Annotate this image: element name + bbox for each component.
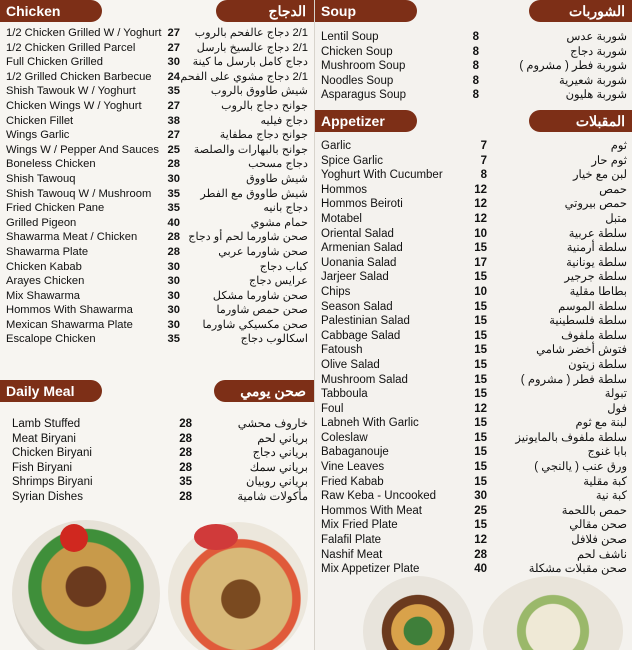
appetizer-item-name-en: Fried Kabab xyxy=(321,475,384,488)
chicken-item-name-en: Chicken Wings W / Yoghurt xyxy=(6,99,142,112)
daily-item-price: 28 xyxy=(179,461,192,474)
chicken-item-name-en: 1/2 Chicken Grilled W / Yoghurt xyxy=(6,27,162,39)
chicken-item-price: 27 xyxy=(167,27,180,39)
appetizer-item xyxy=(321,431,627,446)
chicken-title-ar: الدجاج xyxy=(268,3,306,19)
daily-item-price: 28 xyxy=(179,418,192,430)
appetizer-item-name-ar: لبن مع خيار xyxy=(572,169,627,182)
chicken-item-name-en: Boneless Chicken xyxy=(6,158,96,171)
daily-list xyxy=(12,417,308,505)
appetizer-item-price: 40 xyxy=(474,563,487,576)
chicken-item-price: 27 xyxy=(167,129,180,142)
appetizer-item-price: 30 xyxy=(474,490,487,503)
chicken-item-name-ar: عرايس دجاج xyxy=(249,275,308,288)
appetizer-item-name-ar: حمص باللحمة xyxy=(561,504,627,517)
soup-item-name-en: Chicken Soup xyxy=(321,45,393,58)
soup-item xyxy=(321,88,627,103)
appetizer-item-price: 15 xyxy=(474,388,487,401)
chicken-item-name-ar: حمام مشوي xyxy=(250,216,308,229)
appetizer-item-name-en: Mix Fried Plate xyxy=(321,519,398,532)
appetizer-item-name-en: Foul xyxy=(321,402,344,415)
appetizer-item-name-ar: ثوم xyxy=(610,140,627,152)
daily-item-name-ar: برياني سمك xyxy=(249,461,308,474)
menu-left-panel xyxy=(0,0,314,650)
appetizer-item-name-ar: ناشف لحم xyxy=(576,548,627,561)
appetizer-item-name-en: Garlic xyxy=(321,140,352,152)
appetizer-item-price: 15 xyxy=(474,315,487,328)
appetizer-item xyxy=(321,139,627,154)
daily-header-en xyxy=(0,380,102,402)
daily-title-ar: صحن يومي xyxy=(240,383,306,399)
daily-item-name-en: Syrian Dishes xyxy=(12,490,83,503)
lamb-dish-photo xyxy=(12,520,160,650)
appetizer-item xyxy=(321,197,627,212)
appetizer-item-name-ar: ثوم حار xyxy=(591,154,627,167)
appetizer-item-price: 7 xyxy=(480,154,487,167)
appetizer-item-price: 15 xyxy=(474,461,487,474)
appetizer-item-name-en: Season Salad xyxy=(321,300,393,313)
soup-item-name-en: Lentil Soup xyxy=(321,31,379,43)
appetizer-item-name-en: Falafil Plate xyxy=(321,534,382,547)
appetizer-item-price: 12 xyxy=(474,183,487,196)
appetizer-item-name-en: Cabbage Salad xyxy=(321,329,401,342)
appetizer-item-price: 15 xyxy=(474,329,487,342)
chicken-item-price: 38 xyxy=(167,114,180,127)
daily-item-name-en: Fish Biryani xyxy=(12,461,73,474)
appetizer-item-name-en: Tabboula xyxy=(321,388,368,401)
chicken-item-name-ar: صحن حمص شاورما xyxy=(216,304,308,317)
chicken-item xyxy=(6,303,308,318)
chicken-item-name-en: Wings W / Pepper And Sauces xyxy=(6,143,159,156)
chicken-item xyxy=(6,99,308,114)
chicken-item xyxy=(6,230,308,245)
chicken-item-price: 28 xyxy=(167,231,180,244)
chicken-item-price: 35 xyxy=(167,202,180,215)
chicken-item-name-en: Fried Chicken Pane xyxy=(6,202,105,215)
chicken-item-name-ar: 2/1 دجاج مشوي على الفحم xyxy=(180,70,308,83)
appetizer-item-name-ar: بابا غنوج xyxy=(587,446,627,459)
daily-item-price: 28 xyxy=(179,490,192,503)
chicken-item-name-ar: دجاج كامل بارسل ما كينة xyxy=(192,56,308,69)
chicken-item-price: 28 xyxy=(167,245,180,258)
appetizer-item-price: 12 xyxy=(474,534,487,547)
appetizer-item-price: 25 xyxy=(474,504,487,517)
appetizer-item-name-ar: صحن مقبلات مشكلة xyxy=(528,563,627,576)
appetizer-item-name-en: Coleslaw xyxy=(321,431,368,444)
appetizer-item-name-ar: سلطة زيتون xyxy=(568,358,627,371)
appetizer-item-name-ar: صحن مقالي xyxy=(569,519,627,532)
daily-item xyxy=(12,475,308,490)
soup-item-price: 8 xyxy=(472,89,479,102)
daily-item-name-ar: برياني دجاج xyxy=(252,447,308,460)
chicken-item-name-ar: جوانح بالبهارات والصلصة xyxy=(193,143,308,156)
appetizer-item-name-en: Mushroom Salad xyxy=(321,373,408,386)
chicken-item xyxy=(6,143,308,158)
daily-item xyxy=(12,432,308,447)
chicken-item-name-en: 1/2 Grilled Chicken Barbecue xyxy=(6,70,152,83)
chicken-item xyxy=(6,26,308,41)
chicken-item xyxy=(6,128,308,143)
menu-right-panel xyxy=(314,0,632,650)
daily-item-name-ar: مأكولات شامية xyxy=(237,490,308,503)
chicken-item-price: 30 xyxy=(167,56,180,69)
appetizer-item-name-ar: سلطة الموسم xyxy=(558,300,627,313)
appetizer-item-name-ar: تبولة xyxy=(604,388,627,401)
daily-item-name-ar: برياني روبيان xyxy=(246,476,308,489)
chicken-item-name-en: Grilled Pigeon xyxy=(6,216,77,229)
chicken-item-price: 27 xyxy=(167,41,180,54)
appetizer-title-ar: المقبلات xyxy=(575,113,625,129)
chicken-item xyxy=(6,201,308,216)
appetizer-item xyxy=(321,300,627,315)
appetizer-item-name-en: Labneh With Garlic xyxy=(321,417,419,430)
hommos-plate-photo xyxy=(483,576,623,650)
appetizer-item-name-en: Oriental Salad xyxy=(321,227,394,240)
appetizer-item-name-ar: سلطة ملفوف بالمايونيز xyxy=(515,431,627,444)
soup-item-name-en: Noodles Soup xyxy=(321,74,394,87)
appetizer-item-name-ar: سلطة جرجير xyxy=(564,271,627,284)
soup-list xyxy=(321,30,627,103)
appetizer-item-name-ar: سلطة فطر ( مشروم ) xyxy=(520,373,627,386)
appetizer-item-price: 10 xyxy=(474,227,487,240)
chicken-item-price: 30 xyxy=(167,172,180,185)
appetizer-item-name-en: Vine Leaves xyxy=(321,461,385,474)
chicken-item xyxy=(6,274,308,289)
chicken-item-name-ar: صحن شاورما مشكل xyxy=(212,289,308,302)
daily-item xyxy=(12,417,308,432)
appetizer-item-price: 28 xyxy=(474,548,487,561)
appetizer-item-name-en: Uonania Salad xyxy=(321,256,397,269)
chicken-item-name-ar: صحن مكسيكي شاورما xyxy=(202,318,308,331)
biryani-dish-photo xyxy=(168,522,308,650)
chicken-item xyxy=(6,187,308,202)
soup-item-price: 8 xyxy=(472,60,479,73)
chicken-item-name-ar: جوانح دجاج مطفاية xyxy=(219,129,308,142)
appetizer-item-name-en: Mix Appetizer Plate xyxy=(321,563,420,576)
appetizer-item xyxy=(321,183,627,198)
chicken-item-name-ar: 2/1 دجاج عالفحم بالروب xyxy=(194,27,308,39)
soup-item xyxy=(321,59,627,74)
chicken-item-name-en: Shawarma Meat / Chicken xyxy=(6,231,138,244)
chicken-item-price: 27 xyxy=(167,99,180,112)
appetizer-item xyxy=(321,168,627,183)
appetizer-item-price: 17 xyxy=(474,256,487,269)
soup-item-price: 8 xyxy=(472,74,479,87)
appetizer-item xyxy=(321,548,627,563)
appetizer-item-name-ar: لبنة مع ثوم xyxy=(575,417,627,430)
appetizer-item-price: 12 xyxy=(474,212,487,225)
daily-item-name-en: Shrimps Biryani xyxy=(12,476,93,489)
chicken-item-name-ar: دجاج بانيه xyxy=(263,202,308,215)
chicken-item-name-ar: جوانح دجاج بالروب xyxy=(221,99,308,112)
chicken-item-name-en: Escalope Chicken xyxy=(6,333,96,346)
appetizer-header-en xyxy=(315,110,417,132)
appetizer-item-price: 12 xyxy=(474,402,487,415)
chicken-item-name-en: Shish Tawouq W / Mushroom xyxy=(6,187,152,200)
chicken-item-price: 35 xyxy=(167,333,180,346)
appetizer-item-price: 15 xyxy=(474,300,487,313)
appetizer-item-name-ar: سلطة عربية xyxy=(568,227,627,240)
chicken-item xyxy=(6,245,308,260)
chicken-item-price: 30 xyxy=(167,260,180,273)
appetizer-item-name-en: Fatoush xyxy=(321,344,363,357)
chicken-header-en xyxy=(0,0,102,22)
appetizer-item xyxy=(321,562,627,577)
chicken-item-name-ar: 2/1 دجاج عالسيخ بارسل xyxy=(196,41,308,54)
chicken-item xyxy=(6,55,308,70)
appetizer-item-price: 15 xyxy=(474,431,487,444)
chicken-item-name-ar: صحن شاورما لحم أو دجاج xyxy=(188,231,308,244)
appetizer-item-name-ar: كبة نية xyxy=(595,490,627,503)
appetizer-item-name-ar: بطاطا مقلية xyxy=(569,285,627,298)
chicken-item xyxy=(6,260,308,275)
chicken-item-price: 35 xyxy=(167,85,180,98)
daily-item-price: 28 xyxy=(179,447,192,460)
appetizer-item-price: 7 xyxy=(480,140,487,152)
appetizer-item-price: 15 xyxy=(474,271,487,284)
appetizer-item-price: 15 xyxy=(474,519,487,532)
appetizer-item xyxy=(321,489,627,504)
appetizer-item-name-en: Hommos With Meat xyxy=(321,504,422,517)
chicken-item-price: 25 xyxy=(167,143,180,156)
soup-title-en: Soup xyxy=(321,3,356,19)
chicken-list xyxy=(6,26,308,347)
chicken-item-name-en: Full Chicken Grilled xyxy=(6,56,103,69)
chicken-item xyxy=(6,318,308,333)
appetizer-item xyxy=(321,475,627,490)
appetizer-item-price: 10 xyxy=(474,285,487,298)
soup-item xyxy=(321,30,627,45)
appetizer-item xyxy=(321,329,627,344)
appetizer-item-name-en: Hommos xyxy=(321,183,368,196)
soup-item-name-en: Asparagus Soup xyxy=(321,89,407,102)
appetizer-item-name-ar: فول xyxy=(607,402,627,415)
soup-item-name-ar: شوربة شعيرية xyxy=(558,74,627,87)
appetizer-item xyxy=(321,343,627,358)
chicken-item xyxy=(6,84,308,99)
appetizer-item-name-en: Hommos Beiroti xyxy=(321,198,403,211)
appetizer-item xyxy=(321,373,627,388)
chicken-item-name-en: Mix Shawarma xyxy=(6,289,80,302)
appetizer-item xyxy=(321,285,627,300)
chicken-item-name-en: Shish Tawouk W / Yoghurt xyxy=(6,85,136,98)
appetizer-item-name-ar: ورق عنب ( يالنجي ) xyxy=(534,461,627,474)
appetizer-item xyxy=(321,518,627,533)
daily-item-name-en: Chicken Biryani xyxy=(12,447,92,460)
chicken-item-price: 30 xyxy=(167,289,180,302)
chicken-item xyxy=(6,157,308,172)
daily-item xyxy=(12,446,308,461)
chicken-item-price: 30 xyxy=(167,275,180,288)
chicken-item-name-en: Hommos With Shawarma xyxy=(6,304,133,317)
soup-item-name-ar: شوربة هليون xyxy=(565,89,627,102)
appetizer-item xyxy=(321,154,627,169)
appetizer-item-name-en: Motabel xyxy=(321,212,362,225)
appetizer-item xyxy=(321,533,627,548)
chicken-item-name-en: Chicken Kabab xyxy=(6,260,82,273)
appetizer-item xyxy=(321,387,627,402)
appetizer-item xyxy=(321,270,627,285)
appetizer-item xyxy=(321,256,627,271)
chicken-item xyxy=(6,289,308,304)
soup-header-en xyxy=(315,0,417,22)
appetizer-item-price: 15 xyxy=(474,344,487,357)
daily-item xyxy=(12,461,308,476)
daily-title-en: Daily Meal xyxy=(6,383,75,399)
tomato-garnish-2 xyxy=(194,524,238,550)
appetizer-title-en: Appetizer xyxy=(321,113,385,129)
appetizer-item-name-ar: سلطة أرمنية xyxy=(566,242,627,255)
appetizer-item-name-en: Armenian Salad xyxy=(321,242,403,255)
appetizer-item xyxy=(321,241,627,256)
appetizer-item xyxy=(321,212,627,227)
daily-item-name-ar: برياني لحم xyxy=(257,432,308,445)
appetizer-item-name-ar: سلطة يونانية xyxy=(566,256,627,269)
chicken-item-name-ar: شيش طاووق بالروب xyxy=(210,85,308,98)
daily-item-name-en: Lamb Stuffed xyxy=(12,418,81,430)
chicken-item xyxy=(6,41,308,56)
appetizer-item xyxy=(321,227,627,242)
appetizer-item-name-en: Yoghurt With Cucumber xyxy=(321,169,443,182)
daily-item-price: 35 xyxy=(179,476,192,489)
soup-item-price: 8 xyxy=(472,45,479,58)
appetizer-platter-photo xyxy=(363,576,473,650)
soup-title-ar: الشوربات xyxy=(569,3,625,19)
chicken-item-name-en: Mexican Shawarma Plate xyxy=(6,318,133,331)
appetizer-item-name-en: Chips xyxy=(321,285,351,298)
chicken-item-name-en: 1/2 Chicken Grilled Parcel xyxy=(6,41,136,54)
appetizer-item-name-ar: فتوش أخضر شامي xyxy=(536,344,627,357)
chicken-item-price: 28 xyxy=(167,158,180,171)
daily-item-name-ar: خاروف محشي xyxy=(237,418,308,430)
chicken-item-name-ar: دجاج مسحب xyxy=(248,158,308,171)
appetizer-item-price: 15 xyxy=(474,446,487,459)
chicken-item xyxy=(6,216,308,231)
chicken-item-price: 30 xyxy=(167,304,180,317)
chicken-item-name-ar: كباب دجاج xyxy=(259,260,308,273)
daily-item xyxy=(12,490,308,505)
appetizer-item-name-en: Babaganouje xyxy=(321,446,389,459)
appetizer-item-price: 15 xyxy=(474,358,487,371)
appetizer-item-price: 8 xyxy=(480,169,487,182)
chicken-item-name-en: Chicken Fillet xyxy=(6,114,74,127)
appetizer-item-price: 15 xyxy=(474,242,487,255)
daily-header-ar xyxy=(214,380,314,402)
appetizer-item-price: 15 xyxy=(474,417,487,430)
chicken-item-name-en: Shish Tawouq xyxy=(6,172,76,185)
appetizer-item xyxy=(321,460,627,475)
appetizer-item xyxy=(321,504,627,519)
soup-item-price: 8 xyxy=(472,31,479,43)
appetizer-item xyxy=(321,416,627,431)
soup-item xyxy=(321,45,627,60)
soup-item xyxy=(321,74,627,89)
chicken-item-name-ar: دجاج فيليه xyxy=(260,114,308,127)
soup-item-name-ar: شوربة فطر ( مشروم ) xyxy=(519,60,627,73)
soup-item-name-ar: شوربة عدس xyxy=(566,31,627,43)
daily-item-name-en: Meat Biryani xyxy=(12,432,76,445)
appetizer-item xyxy=(321,402,627,417)
appetizer-item xyxy=(321,445,627,460)
appetizer-item-name-en: Spice Garlic xyxy=(321,154,383,167)
chicken-item-price: 30 xyxy=(167,318,180,331)
appetizer-item-name-ar: صحن فلافل xyxy=(571,534,627,547)
appetizer-item-name-ar: كبة مقلية xyxy=(583,475,627,488)
chicken-item-name-en: Wings Garlic xyxy=(6,129,70,142)
appetizer-item-price: 15 xyxy=(474,475,487,488)
appetizer-list xyxy=(321,139,627,577)
soup-header-ar xyxy=(529,0,632,22)
soup-item-name-ar: شوربة دجاج xyxy=(570,45,627,58)
chicken-item-name-en: Shawarma Plate xyxy=(6,245,89,258)
tomato-garnish xyxy=(60,524,88,552)
soup-item-name-en: Mushroom Soup xyxy=(321,60,406,73)
appetizer-item-name-ar: متبل xyxy=(605,212,627,225)
appetizer-item xyxy=(321,358,627,373)
appetizer-item-name-en: Raw Keba - Uncooked xyxy=(321,490,437,503)
appetizer-item-name-ar: سلطة فلسطينية xyxy=(549,315,627,328)
chicken-item xyxy=(6,172,308,187)
appetizer-item-name-en: Olive Salad xyxy=(321,358,380,371)
chicken-item-name-ar: شيش طاووق xyxy=(246,172,308,185)
chicken-item-name-ar: صحن شاورما عربي xyxy=(218,245,308,258)
chicken-item-name-ar: اسكالوب دجاج xyxy=(240,333,308,346)
appetizer-item-name-ar: حمص xyxy=(599,183,627,196)
chicken-item-name-ar: شيش طاووق مع الفطر xyxy=(200,187,308,200)
appetizer-item-name-en: Jarjeer Salad xyxy=(321,271,389,284)
appetizer-item-price: 15 xyxy=(474,373,487,386)
chicken-header-ar xyxy=(216,0,314,22)
appetizer-item-price: 12 xyxy=(474,198,487,211)
appetizer-header-ar xyxy=(529,110,632,132)
chicken-item xyxy=(6,114,308,129)
chicken-item-price: 24 xyxy=(167,70,180,83)
appetizer-item-name-en: Palestinian Salad xyxy=(321,315,410,328)
appetizer-item xyxy=(321,314,627,329)
chicken-item-price: 40 xyxy=(167,216,180,229)
chicken-item-name-en: Arayes Chicken xyxy=(6,275,85,288)
chicken-item xyxy=(6,332,308,347)
chicken-item-price: 35 xyxy=(167,187,180,200)
chicken-item xyxy=(6,70,308,85)
appetizer-item-name-ar: حمص بيروتي xyxy=(564,198,627,211)
appetizer-item-name-en: Nashif Meat xyxy=(321,548,383,561)
chicken-title-en: Chicken xyxy=(6,3,61,19)
daily-item-price: 28 xyxy=(179,432,192,445)
appetizer-item-name-ar: سلطة ملفوف xyxy=(561,329,627,342)
